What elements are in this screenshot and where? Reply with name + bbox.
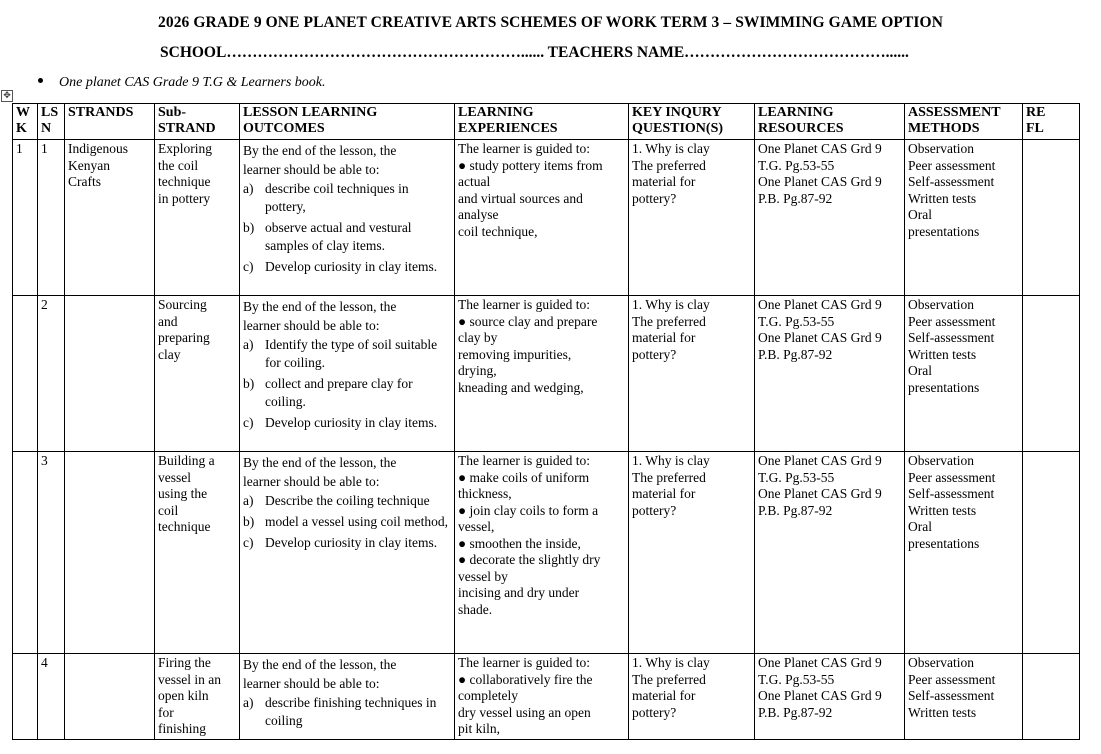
cell-assessment-line: Observation: [908, 453, 974, 468]
cell-inquiry-line: 1. Why is clay: [632, 297, 710, 312]
cell-strand[interactable]: [65, 654, 155, 740]
cell-inquiry-line: pottery?: [632, 704, 677, 720]
table-header-row: [13, 104, 1080, 140]
list-item: [243, 534, 451, 552]
cell-assessment-line: Peer assessment: [908, 671, 996, 687]
header-resources: LEARNING RESOURCES: [755, 104, 905, 140]
outcome-text: Develop curiosity in clay items.: [265, 259, 438, 274]
cell-experiences-line: vessel,: [458, 519, 495, 534]
outcomes-intro-line: learner should be able to:: [243, 676, 380, 691]
outcome-marker: a): [243, 695, 254, 710]
outcomes-intro-line: By the end of the lesson, the: [243, 455, 397, 470]
cell-inquiry-line: The preferred: [632, 313, 706, 329]
cell-inquiry-line: 1. Why is clay: [632, 655, 710, 670]
outcomes-list: [243, 180, 451, 276]
cell-substrand-line: technique: [158, 519, 211, 534]
list-item: [243, 513, 451, 531]
cell-experiences-line: coil technique,: [458, 223, 538, 239]
outcome-text: Develop curiosity in clay items.: [265, 535, 438, 550]
cell-inquiry-line: pottery?: [632, 346, 677, 362]
header-wk: W K: [13, 104, 38, 140]
cell-refl[interactable]: [1023, 452, 1080, 654]
cell-inquiry[interactable]: [629, 296, 755, 452]
cell-substrand-line: Exploring: [158, 141, 212, 156]
outcome-text: describe finishing techniques in coiling: [265, 695, 437, 728]
outcomes-intro: [243, 141, 451, 179]
cell-resources-line: One Planet CAS Grd 9: [758, 655, 882, 670]
cell-assessment-line: Self-assessment: [908, 486, 995, 501]
cell-refl[interactable]: [1023, 296, 1080, 452]
table-row: [13, 654, 1080, 740]
cell-outcomes[interactable]: [240, 452, 455, 654]
cell-lsn[interactable]: 2: [38, 296, 65, 452]
cell-inquiry[interactable]: [629, 140, 755, 296]
scheme-of-work-table: [12, 103, 1080, 740]
cell-inquiry-line: 1. Why is clay: [632, 453, 710, 468]
list-item: [243, 258, 451, 276]
cell-refl[interactable]: [1023, 654, 1080, 740]
cell-assessment-line: Observation: [908, 297, 974, 312]
cell-assessment-line: Self-assessment: [908, 330, 995, 345]
outcome-marker: c): [243, 415, 254, 430]
document-title: 2026 GRADE 9 ONE PLANET CREATIVE ARTS SCHEMES OF WORK TERM 3 – SWIMMING GAME OPTION: [158, 14, 943, 31]
cell-experiences-line: thickness,: [458, 486, 512, 501]
cell-experiences-line: kneading and wedging,: [458, 379, 584, 395]
cell-assessment-line: Observation: [908, 655, 974, 670]
cell-inquiry-line: The preferred: [632, 469, 706, 485]
cell-assessment-line: presentations: [908, 223, 980, 239]
cell-substrand-line: open kiln: [158, 688, 209, 703]
cell-inquiry[interactable]: [629, 452, 755, 654]
cell-assessment[interactable]: [905, 452, 1023, 654]
cell-strand[interactable]: [65, 296, 155, 452]
cell-assessment-line: Peer assessment: [908, 313, 996, 329]
cell-resources-line: P.B. Pg.87-92: [758, 704, 833, 720]
outcomes-intro: [243, 655, 451, 693]
outcome-marker: c): [243, 535, 254, 550]
list-item: [243, 492, 451, 510]
cell-experiences-line: removing impurities,: [458, 346, 572, 362]
outcomes-intro-line: By the end of the lesson, the: [243, 299, 397, 314]
header-assessment: ASSESSMENT METHODS: [905, 104, 1023, 140]
cell-assessment-line: Self-assessment: [908, 688, 995, 703]
cell-substrand-line: for: [158, 704, 174, 720]
cell-assessment-line: Written tests: [908, 704, 977, 720]
cell-assessment-line: Peer assessment: [908, 469, 996, 485]
header-strands: STRANDS: [65, 104, 155, 140]
outcome-text: Develop curiosity in clay items.: [265, 415, 438, 430]
cell-experiences[interactable]: [455, 140, 629, 296]
header-substrand: Sub- STRAND: [155, 104, 240, 140]
cell-resources-line: T.G. Pg.53-55: [758, 469, 835, 485]
outcomes-intro-line: By the end of the lesson, the: [243, 143, 397, 158]
cell-inquiry-line: pottery?: [632, 190, 677, 206]
cell-resources-line: P.B. Pg.87-92: [758, 346, 833, 362]
cell-experiences[interactable]: [455, 654, 629, 740]
cell-substrand-line: vessel in an: [158, 671, 221, 687]
outcomes-list: [243, 336, 451, 432]
outcome-text: observe actual and vestural samples of clay items.: [265, 220, 412, 253]
table-row: [13, 452, 1080, 654]
cell-experiences-line: ● collaboratively fire the: [458, 671, 593, 687]
cell-resources-line: P.B. Pg.87-92: [758, 190, 833, 206]
cell-experiences-line: The learner is guided to:: [458, 297, 590, 312]
cell-lsn[interactable]: 4: [38, 654, 65, 740]
cell-substrand-line: technique: [158, 174, 211, 189]
cell-substrand-line: and: [158, 313, 178, 329]
list-item: [243, 414, 451, 432]
school-teacher-line: SCHOOL…………………………………………………...... TEACHERS NAME…………………………………......: [160, 44, 909, 61]
cell-inquiry-line: material for: [632, 174, 696, 189]
cell-substrand-line: clay: [158, 346, 181, 362]
cell-resources-line: One Planet CAS Grd 9: [758, 330, 882, 345]
cell-substrand-line: vessel: [158, 469, 191, 485]
outcome-marker: a): [243, 337, 254, 352]
cell-wk[interactable]: [13, 296, 38, 452]
list-item: [243, 219, 451, 255]
cell-inquiry-line: pottery?: [632, 502, 677, 518]
cell-resources-line: P.B. Pg.87-92: [758, 502, 833, 518]
outcomes-intro: [243, 453, 451, 491]
cell-experiences-line: analyse: [458, 207, 499, 222]
cell-wk[interactable]: [13, 654, 38, 740]
cell-substrand-line: Firing the: [158, 655, 211, 670]
outcome-text: Identify the type of soil suitable for coiling.: [265, 337, 438, 370]
cell-substrand-line: using the: [158, 486, 208, 501]
cell-experiences-line: ● study pottery items from actual: [458, 157, 603, 189]
cell-substrand[interactable]: [155, 654, 240, 740]
cell-substrand[interactable]: [155, 140, 240, 296]
cell-substrand-line: in pottery: [158, 190, 211, 206]
cell-assessment-line: presentations: [908, 379, 980, 395]
cell-experiences-line: clay by: [458, 330, 498, 345]
cell-experiences-line: The learner is guided to:: [458, 141, 590, 156]
cell-inquiry-line: material for: [632, 330, 696, 345]
outcomes-intro-line: learner should be able to:: [243, 162, 380, 177]
header-lsn: LS N: [38, 104, 65, 140]
cell-resources-line: One Planet CAS Grd 9: [758, 688, 882, 703]
outcome-marker: c): [243, 259, 254, 274]
cell-substrand-line: coil: [158, 502, 179, 518]
cell-inquiry-line: material for: [632, 688, 696, 703]
reference-text: One planet CAS Grade 9 T.G & Learners book.: [59, 75, 326, 90]
table-row: [13, 296, 1080, 452]
cell-lsn[interactable]: 1: [38, 140, 65, 296]
bullet-dot-icon: [38, 78, 43, 83]
cell-resources-line: T.G. Pg.53-55: [758, 313, 835, 329]
outcome-marker: b): [243, 220, 255, 235]
cell-inquiry[interactable]: [629, 654, 755, 740]
cell-assessment-line: Observation: [908, 141, 974, 156]
cell-resources-line: T.G. Pg.53-55: [758, 157, 835, 173]
list-item: [243, 694, 451, 730]
outcome-marker: a): [243, 181, 254, 196]
cell-refl[interactable]: [1023, 140, 1080, 296]
cell-experiences-line: and virtual sources and: [458, 190, 583, 206]
cell-assessment-line: Written tests: [908, 190, 977, 206]
cell-experiences-line: The learner is guided to:: [458, 453, 590, 468]
move-handle-icon[interactable]: ✥: [1, 90, 13, 102]
cell-outcomes[interactable]: [240, 140, 455, 296]
outcome-text: collect and prepare clay for coiling.: [265, 376, 413, 409]
cell-substrand-line: Building a: [158, 453, 215, 468]
cell-resources[interactable]: [755, 654, 905, 740]
outcomes-list: [243, 694, 451, 730]
cell-substrand-line: preparing: [158, 330, 210, 345]
header-refl: RE FL: [1023, 104, 1080, 140]
cell-assessment[interactable]: [905, 654, 1023, 740]
cell-assessment-line: Written tests: [908, 346, 977, 362]
cell-assessment-line: Self-assessment: [908, 174, 995, 189]
cell-outcomes[interactable]: [240, 296, 455, 452]
cell-assessment[interactable]: [905, 296, 1023, 452]
cell-strand-line: Crafts: [68, 174, 101, 189]
cell-experiences[interactable]: [455, 452, 629, 654]
cell-experiences-line: shade.: [458, 601, 493, 617]
list-item: [243, 375, 451, 411]
cell-experiences[interactable]: [455, 296, 629, 452]
cell-experiences-line: ● make coils of uniform: [458, 469, 590, 485]
table-row: [13, 140, 1080, 296]
header-outcomes: LESSON LEARNING OUTCOMES: [240, 104, 455, 140]
cell-experiences-line: The learner is guided to:: [458, 655, 590, 670]
outcome-marker: a): [243, 493, 254, 508]
cell-experiences-line: completely: [458, 688, 518, 703]
cell-experiences-line: ● decorate the slightly dry: [458, 552, 601, 567]
table-body: [13, 140, 1080, 740]
cell-outcomes[interactable]: [240, 654, 455, 740]
cell-experiences-line: drying,: [458, 363, 497, 378]
outcomes-intro-line: By the end of the lesson, the: [243, 657, 397, 672]
outcomes-intro: [243, 297, 451, 335]
cell-substrand-line: Sourcing: [158, 297, 207, 312]
cell-experiences-line: ● smoothen the inside,: [458, 535, 581, 551]
cell-resources-line: One Planet CAS Grd 9: [758, 297, 882, 312]
cell-substrand-line: finishing: [158, 721, 207, 736]
cell-experiences-line: vessel by: [458, 568, 508, 584]
cell-experiences-line: pit kiln,: [458, 721, 501, 736]
cell-inquiry-line: 1. Why is clay: [632, 141, 710, 156]
cell-substrand-line: the coil: [158, 157, 199, 173]
cell-assessment-line: Written tests: [908, 502, 977, 518]
outcome-text: describe coil techniques in pottery,: [265, 181, 409, 214]
cell-assessment-line: Oral: [908, 207, 932, 222]
cell-lsn[interactable]: 3: [38, 452, 65, 654]
outcome-marker: b): [243, 514, 255, 529]
cell-strand[interactable]: [65, 452, 155, 654]
cell-resources-line: One Planet CAS Grd 9: [758, 174, 882, 189]
cell-substrand[interactable]: [155, 296, 240, 452]
cell-resources-line: T.G. Pg.53-55: [758, 671, 835, 687]
cell-assessment-line: presentations: [908, 535, 980, 551]
list-item: [243, 336, 451, 372]
cell-resources[interactable]: [755, 296, 905, 452]
list-item: [243, 180, 451, 216]
cell-substrand[interactable]: [155, 452, 240, 654]
outcome-text: Describe the coiling technique: [265, 493, 430, 508]
cell-resources[interactable]: [755, 452, 905, 654]
cell-inquiry-line: The preferred: [632, 157, 706, 173]
cell-resources-line: One Planet CAS Grd 9: [758, 453, 882, 468]
outcomes-intro-line: learner should be able to:: [243, 474, 380, 489]
cell-inquiry-line: material for: [632, 486, 696, 501]
cell-resources-line: One Planet CAS Grd 9: [758, 486, 882, 501]
cell-assessment-line: Oral: [908, 363, 932, 378]
cell-experiences-line: ● join clay coils to form a: [458, 502, 599, 518]
cell-wk[interactable]: 1: [13, 140, 38, 296]
cell-wk[interactable]: [13, 452, 38, 654]
cell-strand[interactable]: [65, 140, 155, 296]
outcome-marker: b): [243, 376, 255, 391]
cell-experiences-line: incising and dry under: [458, 585, 580, 600]
cell-assessment[interactable]: [905, 140, 1023, 296]
outcomes-list: [243, 492, 451, 552]
cell-inquiry-line: The preferred: [632, 671, 706, 687]
outcomes-intro-line: learner should be able to:: [243, 318, 380, 333]
cell-strand-line: Indigenous: [68, 141, 128, 156]
header-inquiry: KEY INQURY QUESTION(S): [629, 104, 755, 140]
cell-experiences-line: dry vessel using an open: [458, 704, 591, 720]
header-experiences: LEARNING EXPERIENCES: [455, 104, 629, 140]
reference-bullet: [38, 75, 326, 91]
cell-assessment-line: Peer assessment: [908, 157, 996, 173]
cell-resources-line: One Planet CAS Grd 9: [758, 141, 882, 156]
outcome-text: model a vessel using coil method,: [265, 514, 448, 529]
cell-assessment-line: Oral: [908, 519, 932, 534]
cell-experiences-line: ● source clay and prepare: [458, 313, 598, 329]
cell-strand-line: Kenyan: [68, 157, 110, 173]
cell-resources[interactable]: [755, 140, 905, 296]
